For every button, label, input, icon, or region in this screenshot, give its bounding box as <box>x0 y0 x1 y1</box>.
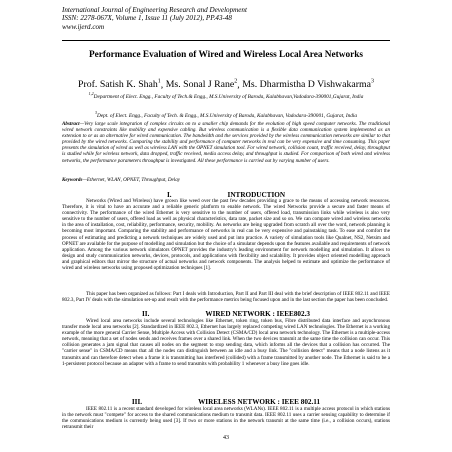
journal-header <box>62 6 392 31</box>
wired-network-paragraph: Wired local area networks include several technologies like Ethernet, token ring, token bus, Fibre distributed data interface and asynchronous transfer mode local area networks [2]. Standardized in IEEE 802.3, Ethernet has largely replaced competing wired LAN technologies. The Ethernet is a working example of the more general Carrier Sense, Multiple Access with Collision Detect (CSMA/CD) local area network technology. The Ethernet is a multiple-access network, meaning that a set of nodes sends and receives frames over a shared link. When the two devices transmit at the same time the collision can occur. This collision generates a jam signal that causes all nodes on the segment to stop sending data, which informs all the devices that a collision has occurred. The "carrier sense" in CSMA/CD means that all the nodes can distinguish between an idle and a busy link. The "collision detect" means that a node listens as it transmits and can therefore detect when a frame it is transmitting has interfered (collided) with a frame transmitted by another node. The Ethernet is said to be a 1-persistent protocol because an adapter with a frame to send transmits with probability 1 whenever a busy line goes idle. <box>62 318 390 367</box>
journal-url[interactable]: www.ijerd.com <box>62 22 105 31</box>
introduction-paragraph-2: This paper has been organized as follows: Part I deals with Introduction, Part II and Part III deal with the brief description of IEEE 802.11 and IEEE 802.3, Part IV deals with the simulation set-up and result with the performance metrics being focused upon and in the last section the paper has been concluded. <box>62 291 390 304</box>
introduction-paragraph-1: Networks (Wired and Wireless) have grown like weed over the past few decades providing a grace to the means of accessing network resources. Therefore, it is vital to have an accurate and a reliable generic platform to enable network. The wired Networks provide a secure and faster means of connectivity. The performance of the wired Ethernet is very sensitive to the number of users, offered load, transmission links while wireless is also very sensitive to the number of users, offered load as well as physical characteristics, data rate, packet size and so on. We can compare wired and wireless networks in the area of installation, cost, reliability, performance, security, mobility. As networks are being upgraded from scratch all over the word, network planning is becoming most important. Comparing the stability and performance of networks in real can be very expensive and painstaking task. To ease and comfort the process of estimating and predicting a network techniques are widely used and put into practice. A variety of simulation tools like Qualnet, NS2, Netsim and OPNET are available for the purpose of modelling and simulation but the choice of a simulator depends upon the features available and requirements of network application. Among the various network simulators OPNET provides the industry's leading environment for network modelling and simulation. It allows to design and study communication networks, devices, protocols, and applications with flexibility and scalability. It provides object oriented modelling approach and graphical editors that mirror the structure of actual networks and network components. The analysis helped to estimate and optimize the performance of wired and wireless networks using proposed optimization techniques [1]. <box>62 198 390 272</box>
journal-issn: ISSN: 2278-067X, Volume 1, Issue 11 (July 2012), PP.43-48 <box>62 14 232 23</box>
section-heading-introduction: I. INTRODUCTION <box>166 191 286 199</box>
author-3: Ms. Dharmistha D Vishwakarma$^3$ <box>242 79 374 91</box>
section-heading-wireless-network: III. WIRELESS NETWORK : IEEE 802.11 <box>131 398 321 406</box>
page-number: 43 <box>223 435 229 441</box>
wireless-network-paragraph: IEEE 802.11 is a recent standard developed for wireless local area networks (WLANs). IEEE 802.11 is a multiple access protocol in which stations in the network must "compete" for access to the shared communications medium to transmit data. IEEE 802.11 uses a carrier sensing capability to determine if the communications medium is currently being used [3]. If two or more stations in the network transmit at the same time (i.e., a collision occurs), stations retransmit their <box>62 406 390 431</box>
abstract-text: —Very large scale integration of complex circuits on to a smaller chip demands for the evolution of high speed computer networks. The traditional wired network constraints like mobility and expensive cabling. But wireless communication is a flexible data communication system implemented as an extension to or as an alternative for wired communication. The bandwidth and the services provided by the wireless communication networks are similar to that provided by the wired networks. Comparing the stability and performance of computer networks in real can be very expensive and time consuming. This paper presents the simulation of wired as well as wireless LAN with the OPNET simulation tool. For wired network, collision count, traffic received, delay, throughput is studied while for wireless network, data dropped, traffic received, media access delay, and throughput is studied. For comparison of both wired and wireless networks, the performance parameters throughput is investigated. All these performance is carried out by varying number of users. <box>62 121 390 164</box>
abstract <box>62 121 390 164</box>
journal-name: International Journal of Engineering Research and Development <box>62 6 247 14</box>
keywords-text: —Ethernet, WLAN, OPNET, Throughput, Delay <box>82 177 181 183</box>
keywords-label: Keywords <box>62 177 83 183</box>
author-2: Ms. Sonal J Rane$^2$ <box>165 79 238 91</box>
paper-title: Performance Evaluation of Wired and Wireless Local Area Networks <box>88 50 364 60</box>
abstract-label: Abstract <box>62 121 80 127</box>
keywords <box>62 177 390 183</box>
author-list: Prof. Satish K. Shah$^1$, Ms. Sonal J Rane$^2$, Ms. Dharmistha D Vishwakarma$^3$ <box>78 79 374 91</box>
affiliation-2: $^3$Dept. of Elect. Engg., Faculty of Tech. & Engg., M.S.University of Baroda, Kalabhavan, Vadodara-390001, Gujarat, India <box>94 110 357 119</box>
author-1: Prof. Satish K. Shah$^1$ <box>78 79 161 91</box>
affiliation-1: $^{1,2}$Department of Elect. Engg., Faculty of Tech.& Engg., M.S.University of Baroda, Kalabhavan,Vadodara-390001,Gujarat, India <box>88 91 364 100</box>
section-heading-wired-network: II. WIRED NETWORK : IEEE802.3 <box>141 310 311 318</box>
header-divider <box>62 40 390 41</box>
